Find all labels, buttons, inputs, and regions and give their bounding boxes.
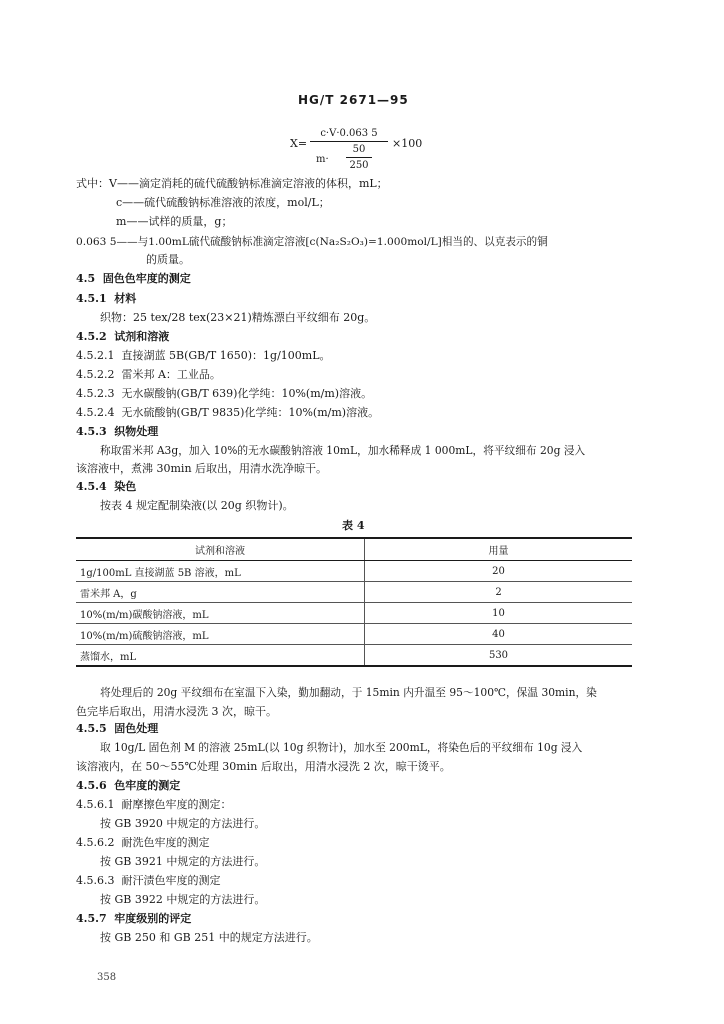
- table-cell-reagent: 10%(m/m)硫酸钠溶液，mL: [76, 624, 365, 645]
- definition-continuation: 的质量。: [146, 253, 190, 266]
- dyeing-procedure-line2: 色完毕后取出，用清水浸洗 3 次，晾干。: [76, 705, 277, 718]
- section-4-5-5: 4.5.5 固色处理: [76, 722, 159, 735]
- formula-inner-denominator: 250: [349, 160, 369, 171]
- section-4-5-4-body: 按表 4 规定配制染液(以 20g 织物计)。: [100, 499, 294, 512]
- definition-c: c——硫代硫酸钠标准溶液的浓度，mol/L；: [116, 196, 330, 209]
- standard-code: HG/T 2671—95: [298, 93, 409, 107]
- section-4-5-2-3: 4.5.2.3 无水碳酸钠(GB/T 639)化学纯：10%(m/m)溶液。: [76, 387, 373, 400]
- table-header-reagent: 试剂和溶液: [76, 538, 365, 561]
- section-4-5-3-body-line1: 称取雷米邦 A3g，加入 10%的无水碳酸钠溶液 10mL，加水稀释成 1 000mL，将平纹细布 20g 浸入: [100, 444, 586, 457]
- table-4: [76, 537, 632, 667]
- dyeing-procedure-line1: 将处理后的 20g 平纹细布在室温下入染，勤加翻动，于 15min 内升温至 95～100℃，保温 30min，染: [100, 686, 597, 699]
- table-row: [76, 582, 632, 603]
- section-4-5-4: 4.5.4 染色: [76, 480, 137, 493]
- table-row: [76, 603, 632, 624]
- section-4-5-6-2: 4.5.6.2 耐洗色牢度的测定: [76, 836, 210, 849]
- formula-numerator: c·V·0.063 5: [320, 128, 378, 139]
- table-caption: 表 4: [342, 519, 365, 532]
- section-4-5-6: 4.5.6 色牢度的测定: [76, 779, 181, 792]
- section-4-5-6-3: 4.5.6.3 耐汗渍色牢度的测定: [76, 874, 221, 887]
- table-cell-amount: 20: [365, 561, 633, 582]
- section-4-5-5-body-line1: 取 10g/L 固色剂 M 的溶液 25mL(以 10g 织物计)，加水至 200mL，将染色后的平纹细布 10g 浸入: [100, 741, 583, 754]
- section-4-5-3: 4.5.3 织物处理: [76, 425, 159, 438]
- section-4-5-2: 4.5.2 试剂和溶液: [76, 330, 170, 343]
- table-cell-reagent: 蒸馏水，mL: [76, 645, 365, 667]
- section-4-5-1: 4.5.1 材料: [76, 292, 137, 305]
- table-cell-amount: 40: [365, 624, 633, 645]
- formula-fraction: [310, 127, 388, 171]
- section-4-5-6-1-body: 按 GB 3920 中规定的方法进行。: [100, 817, 266, 830]
- section-4-5-7: 4.5.7 牢度级别的评定: [76, 912, 192, 925]
- table-cell-reagent: 雷米邦 A，g: [76, 582, 365, 603]
- formula-suffix: ×100: [392, 137, 423, 150]
- definition-m: m——试样的质量，g；: [116, 215, 233, 228]
- table-cell-reagent: 10%(m/m)碳酸钠溶液，mL: [76, 603, 365, 624]
- definition-v: 式中：V——滴定消耗的硫代硫酸钠标准滴定溶液的体积，mL；: [76, 177, 388, 190]
- section-4-5-6-3-body: 按 GB 3922 中规定的方法进行。: [100, 893, 266, 906]
- section-4-5: 4.5 固色色牢度的测定: [76, 272, 191, 285]
- table-cell-amount: 2: [365, 582, 633, 603]
- formula-lhs: X=: [290, 137, 308, 150]
- table-cell-amount: 10: [365, 603, 633, 624]
- table-cell-reagent: 1g/100mL 直接湖蓝 5B 溶液，mL: [76, 561, 365, 582]
- page-number: 358: [97, 972, 117, 983]
- table-header-amount: 用量: [365, 538, 633, 561]
- section-4-5-6-1: 4.5.6.1 耐摩擦色牢度的测定：: [76, 798, 232, 811]
- section-4-5-2-1: 4.5.2.1 直接湖蓝 5B(GB/T 1650)：1g/100mL。: [76, 349, 331, 362]
- table-row: [76, 561, 632, 582]
- section-4-5-5-body-line2: 该溶液内，在 50～55℃处理 30min 后取出，用清水浸洗 2 次，晾干烫平。: [76, 760, 451, 773]
- section-4-5-2-4: 4.5.2.4 无水硫酸钠(GB/T 9835)化学纯：10%(m/m)溶液。: [76, 406, 380, 419]
- table-row: [76, 624, 632, 645]
- section-4-5-2-2: 4.5.2.2 雷米邦 A：工业品。: [76, 368, 221, 381]
- section-4-5-6-2-body: 按 GB 3921 中规定的方法进行。: [100, 855, 266, 868]
- definition-constant: 0.063 5——与1.00mL硫代硫酸钠标准滴定溶液[c(Na₂S₂O₃)=1.000mol/L]相当的、以克表示的铜: [76, 236, 548, 248]
- formula-denominator-prefix: m·: [316, 154, 329, 165]
- table-header-row: [76, 538, 632, 561]
- formula-inner-numerator: 50: [352, 144, 366, 155]
- table-row: [76, 645, 632, 667]
- table-cell-amount: 530: [365, 645, 633, 667]
- section-4-5-1-body: 织物：25 tex/28 tex(23×21)精炼漂白平纹细布 20g。: [100, 311, 376, 324]
- section-4-5-3-body-line2: 该溶液中，煮沸 30min 后取出，用清水洗净晾干。: [76, 462, 328, 475]
- section-4-5-7-body: 按 GB 250 和 GB 251 中的规定方法进行。: [100, 931, 318, 944]
